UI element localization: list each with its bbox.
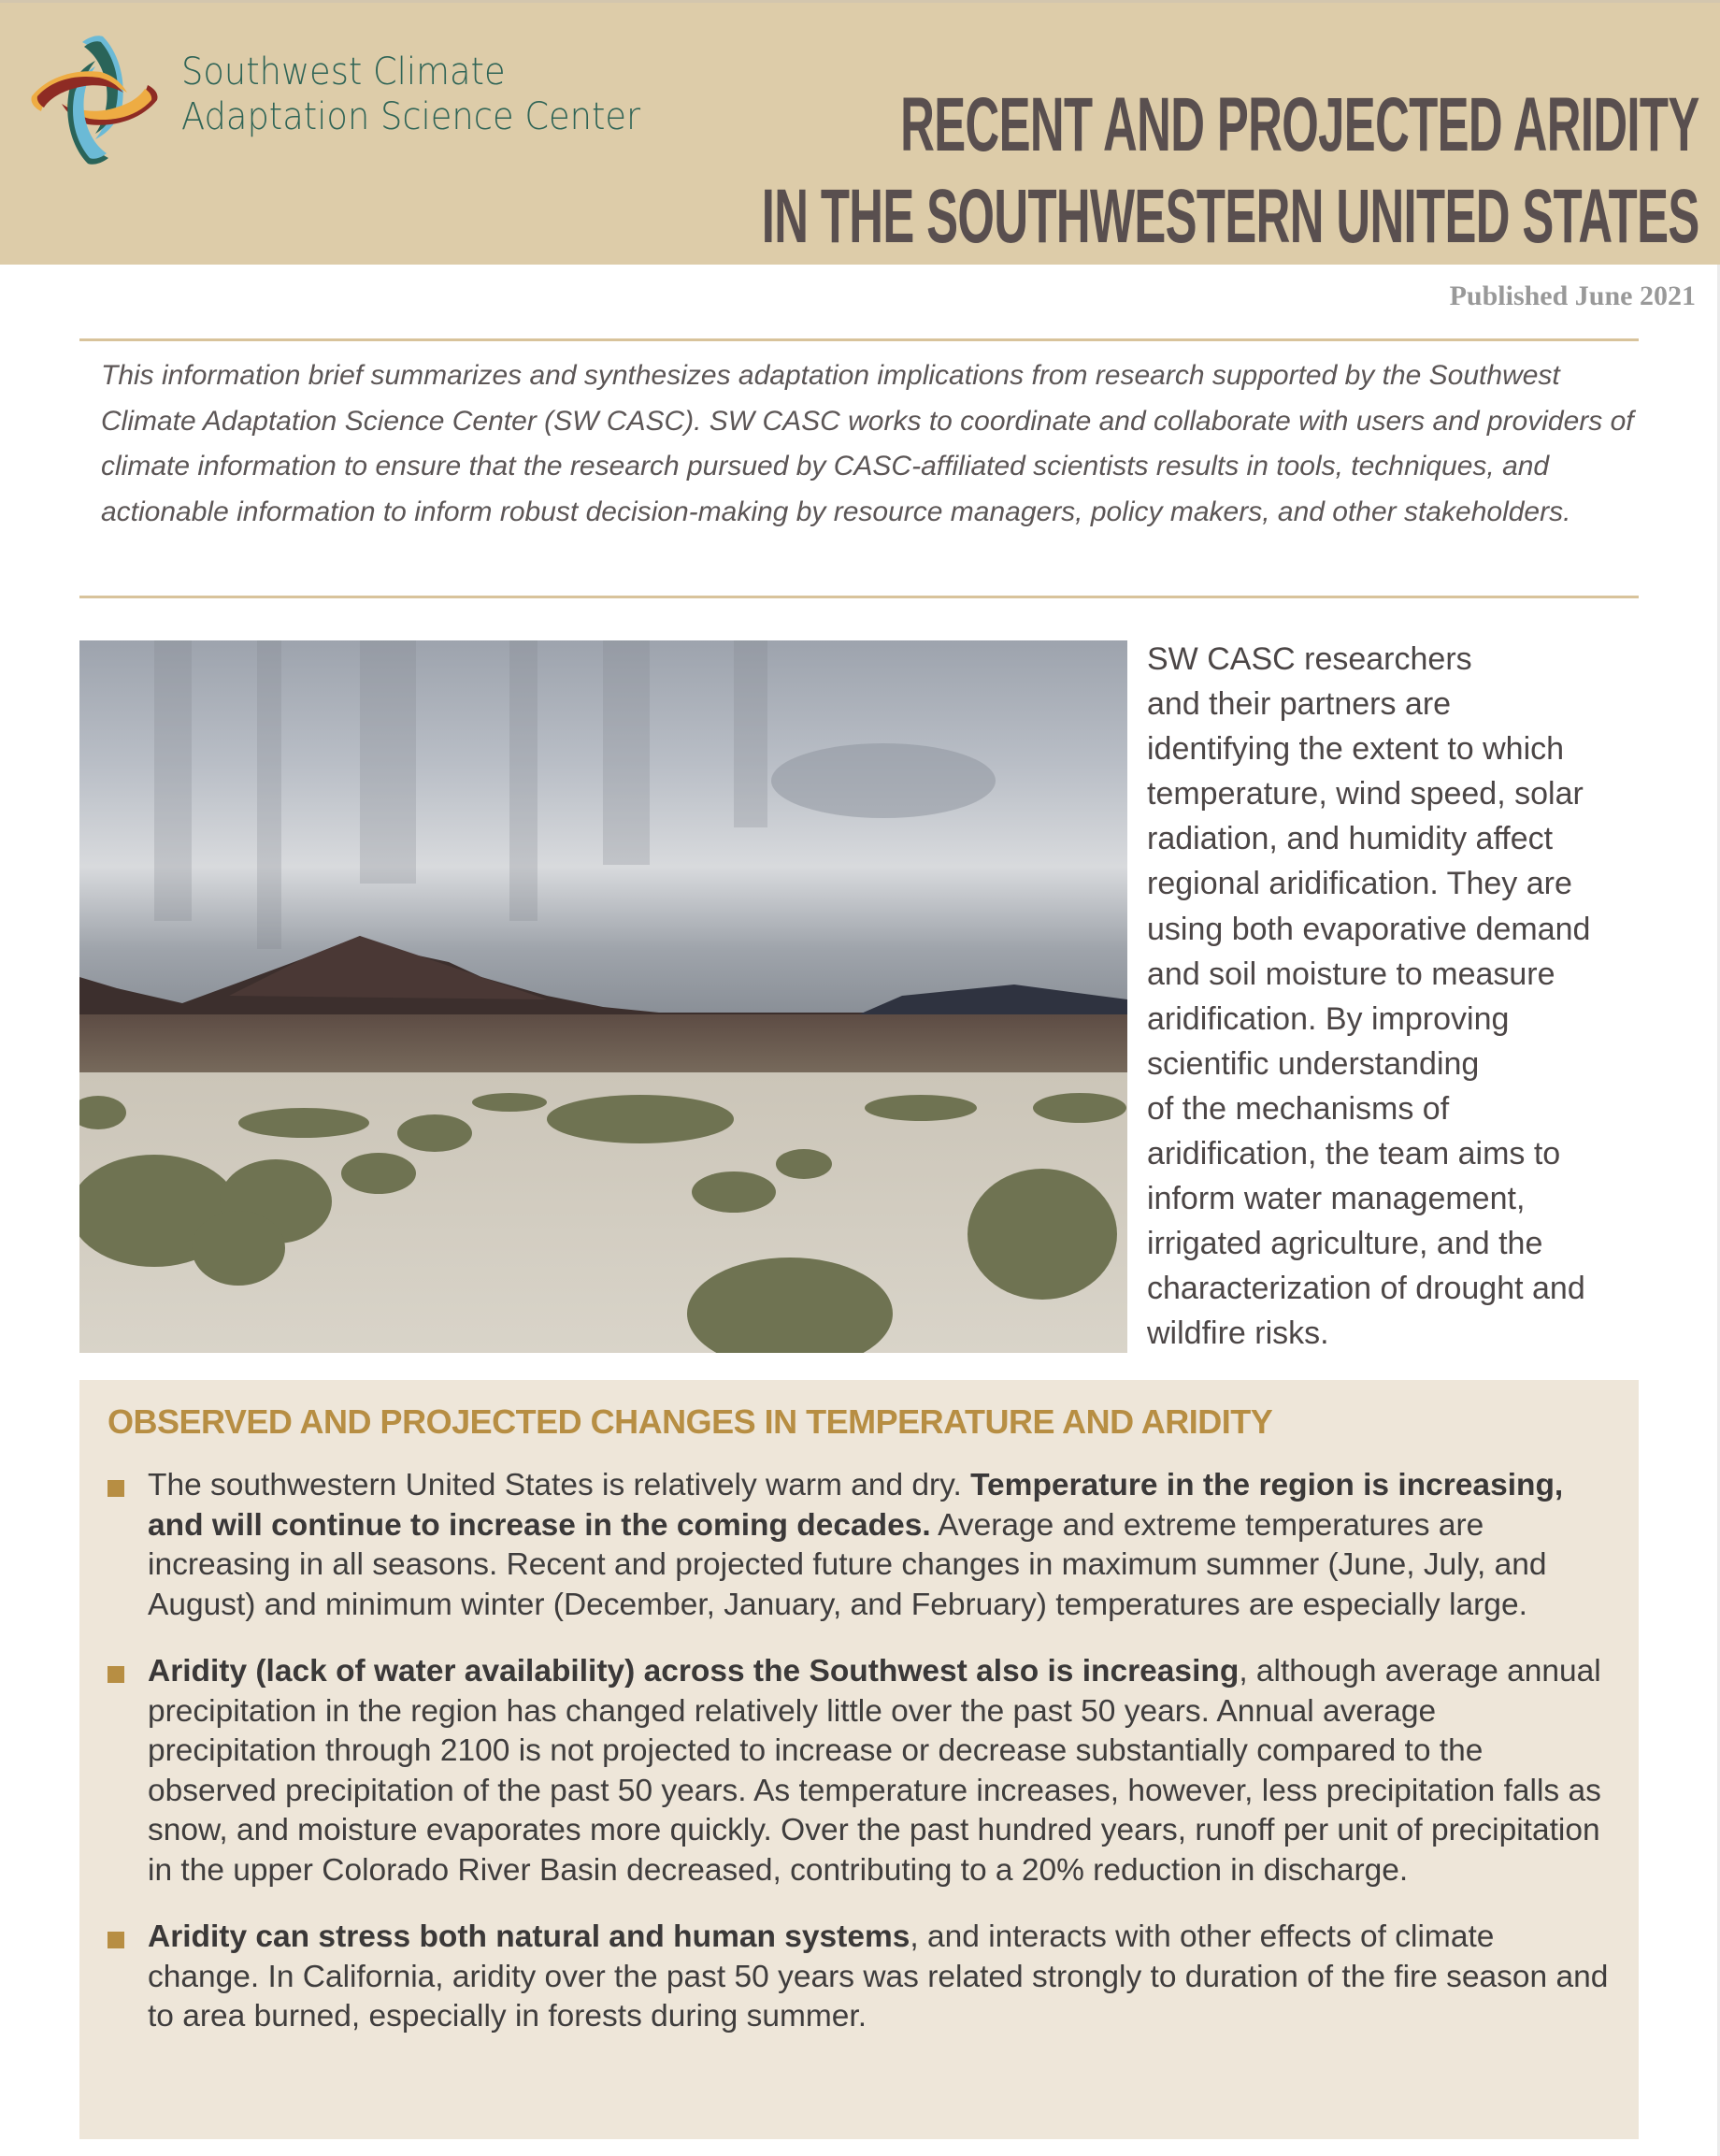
- summary-line: of the mechanisms of: [1147, 1090, 1450, 1127]
- published-date: Published June 2021: [1449, 280, 1696, 311]
- summary-line: SW CASC researchers: [1147, 641, 1472, 677]
- observed-changes-box: [79, 1380, 1639, 2139]
- summary-line: irrigated agriculture, and the: [1147, 1226, 1543, 1262]
- page-title: [187, 79, 1699, 263]
- summary-line: inform water management,: [1147, 1181, 1526, 1217]
- summary-line: regional aridification. They are: [1147, 866, 1572, 902]
- page-title-line-2: IN THE SOUTHWESTERN UNITED STATES: [762, 174, 1699, 259]
- square-bullet-icon: [108, 1932, 124, 1948]
- bullet-item: [108, 1466, 1612, 1625]
- intro-bottom-rule: [79, 596, 1639, 598]
- page-title-line-1: RECENT AND PROJECTED ARIDITY: [900, 82, 1699, 167]
- summary-line: identifying the extent to which: [1147, 731, 1565, 768]
- landscape-photo: [79, 640, 1127, 1353]
- bullet-text-bold: Temperature in the region is increasing, and will continue to increase in the coming decades.: [148, 1468, 1564, 1543]
- org-name-line-1: Southwest Climate: [181, 50, 506, 93]
- header-band: [0, 0, 1720, 265]
- bullet-text-post: , although average annual precipitation in the region has changed relatively little over the past 50 years. Annual average precipitation through 2100 is not projected to increase or decrease substantially compared to the observed precipitation of the past 50 years. As temperature increases, however, less precipitation falls as snow, and moisture evaporates more quickly. Over the past hundred years, runoff per unit of precipitation in the upper Colorado River Basin decreased, contributing to a 20% reduction in discharge.: [148, 1654, 1601, 1888]
- summary-line: using both evaporative demand: [1147, 911, 1591, 947]
- summary-line: aridification. By improving: [1147, 1000, 1510, 1037]
- summary-line: scientific understanding: [1147, 1045, 1480, 1082]
- bullet-list: [108, 1466, 1612, 2064]
- summary-line: characterization of drought and: [1147, 1271, 1585, 1307]
- summary-line: wildfire risks.: [1147, 1315, 1329, 1352]
- swirl-diamond-logo-icon: [17, 23, 172, 173]
- bullet-item: [108, 1918, 1612, 2037]
- bullet-text-bold: Aridity can stress both natural and human systems: [148, 1919, 910, 1954]
- summary-line: and their partners are: [1147, 686, 1452, 723]
- bullet-text-bold: Aridity (lack of water availability) across the Southwest also is increasing: [148, 1654, 1240, 1689]
- summary-line: and soil moisture to measure: [1147, 956, 1555, 992]
- intro-top-rule: [79, 338, 1639, 341]
- summary-line: radiation, and humidity affect: [1147, 821, 1554, 857]
- square-bullet-icon: [108, 1666, 124, 1683]
- summary-line: aridification, the team aims to: [1147, 1136, 1561, 1172]
- bullet-text-post: , and interacts with other effects of climate change. In California, aridity over the past 50 years was related strongly to duration of the fire season and to area burned, especially in forests during summer.: [148, 1919, 1609, 2034]
- bullet-text-post: Average and extreme temperatures are increasing in all seasons. Recent and projected future changes in maximum summer (June, July, and August) and minimum winter (December, January, and February) temperatures are especially large.: [148, 1507, 1547, 1622]
- bullet-text-pre: The southwestern United States is relatively warm and dry.: [148, 1468, 971, 1502]
- org-name-line-2: Adaptation Science Center: [181, 95, 641, 138]
- intro-text: This information brief summarizes and synthesizes adaptation implications from research supported by the Southwest Climate Adaptation Science Center (SW CASC). SW CASC works to coordinate and collaborate with users and providers of climate information to ensure that the research pursued by CASC-affiliated scientists results in tools, techniques, and actionable information to inform robust decision-making by resource managers, policy makers, and other stakeholders.: [101, 360, 1634, 527]
- section-heading: OBSERVED AND PROJECTED CHANGES IN TEMPERATURE AND ARIDITY: [108, 1402, 1273, 1441]
- square-bullet-icon: [108, 1480, 124, 1497]
- bullet-item: [108, 1652, 1612, 1890]
- research-summary: [1147, 637, 1652, 1357]
- summary-line: temperature, wind speed, solar: [1147, 776, 1584, 812]
